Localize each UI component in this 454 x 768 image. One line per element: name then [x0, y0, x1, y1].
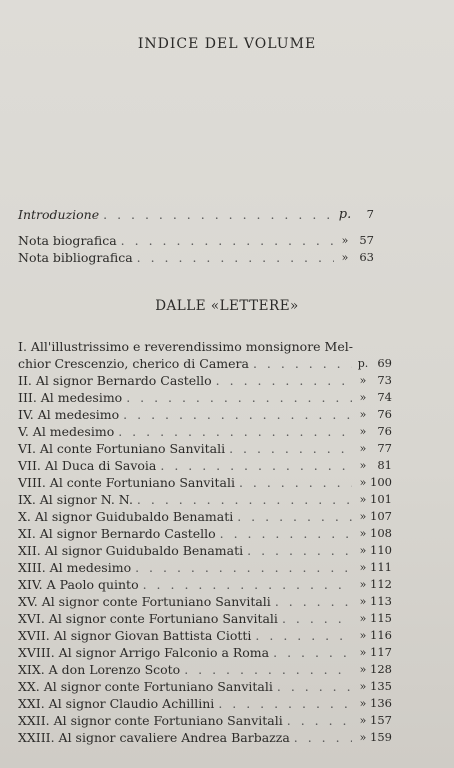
- page-marker: »: [359, 442, 367, 455]
- page-marker: »: [359, 680, 367, 693]
- toc-entry-introduzione: [18, 206, 374, 223]
- page-number: 63: [359, 250, 374, 264]
- leader-dots: [184, 661, 352, 678]
- toc-entry: [18, 678, 392, 695]
- page-number: 113: [370, 594, 392, 608]
- page-number: 108: [370, 526, 392, 540]
- toc-entry-label: VII. Al Duca di Savoia: [18, 458, 157, 473]
- page-number: 112: [370, 577, 392, 591]
- page-marker: »: [359, 510, 367, 523]
- toc-entry-label: XI. Al signor Bernardo Castello: [18, 526, 216, 541]
- leader-dots: [247, 542, 352, 559]
- page-marker: »: [359, 697, 367, 710]
- toc-entry-label: XVIII. Al signor Arrigo Falconio a Roma: [18, 645, 270, 660]
- page-marker: »: [359, 527, 367, 540]
- page-number: 7: [366, 207, 374, 221]
- page-marker: »: [359, 595, 367, 608]
- page-number: 111: [370, 560, 392, 574]
- leader-dots: [123, 406, 352, 423]
- toc-entry: [18, 542, 392, 559]
- toc-entry: [18, 457, 392, 474]
- front-matter-list: [18, 206, 374, 266]
- leader-dots: [253, 355, 352, 372]
- toc-entry-label: I. All'illustrissimo e reverendissimo monsignore Mel-: [18, 339, 353, 354]
- page-number: 159: [370, 730, 392, 744]
- toc-entry: [18, 508, 392, 525]
- page-number: 136: [370, 696, 392, 710]
- toc-entry: [18, 610, 392, 627]
- toc-entry: [18, 695, 392, 712]
- toc-entry: [18, 576, 392, 593]
- toc-entry: [18, 644, 392, 661]
- page-marker: »: [359, 561, 367, 574]
- toc-entry: [18, 712, 392, 729]
- leader-dots: [275, 593, 352, 610]
- leader-dots: [216, 372, 352, 389]
- toc-entry: [18, 355, 392, 372]
- page-marker: »: [359, 578, 367, 591]
- entries-container: [18, 372, 392, 746]
- leader-dots: [294, 729, 352, 746]
- page-marker: »: [359, 374, 367, 387]
- leader-dots: [137, 249, 334, 266]
- toc-entry-label: XIX. A don Lorenzo Scoto: [18, 662, 181, 677]
- page-number: 74: [377, 390, 392, 404]
- toc-entry-label: XIII. Al medesimo: [18, 560, 132, 575]
- leader-dots: [239, 474, 352, 491]
- toc-entry: [18, 423, 392, 440]
- page-marker: »: [359, 731, 367, 744]
- toc-entry: [18, 627, 392, 644]
- page-title: INDICE DEL VOLUME: [137, 36, 317, 52]
- toc-entry: [18, 389, 392, 406]
- page-number: 69: [377, 356, 392, 370]
- toc-entry-label: Introduzione: [18, 207, 100, 222]
- page-number: 128: [370, 662, 392, 676]
- toc-entry: [18, 593, 392, 610]
- page-number: 135: [370, 679, 392, 693]
- toc-entry-label: V. Al medesimo: [18, 424, 115, 439]
- toc-entry-label: Nota bibliografica: [18, 250, 133, 265]
- leader-dots: [282, 610, 352, 627]
- toc-entry-label: XX. Al signor conte Fortuniano Sanvitali: [18, 679, 273, 694]
- toc-entry-label: XII. Al signor Guidubaldo Benamati: [18, 543, 244, 558]
- toc-entry-label: IX. Al signor N. N.: [18, 492, 133, 507]
- page-marker: »: [359, 408, 367, 421]
- page-number: 73: [377, 373, 392, 387]
- leader-dots: [220, 525, 352, 542]
- page-number: 77: [377, 441, 392, 455]
- leader-dots: [229, 440, 352, 457]
- toc-entry: [18, 440, 392, 457]
- letters-list: [18, 338, 392, 746]
- leader-dots: [126, 389, 352, 406]
- leader-dots: [273, 644, 352, 661]
- leader-dots: [121, 232, 334, 249]
- page-marker: »: [359, 663, 367, 676]
- toc-entry-label: XVII. Al signor Giovan Battista Ciotti: [18, 628, 252, 643]
- toc-entry-nota-biografica: [18, 232, 374, 249]
- page-marker: »: [359, 544, 367, 557]
- page-number: 101: [370, 492, 392, 506]
- page-number: 116: [370, 628, 392, 642]
- page-marker: p.: [338, 207, 352, 222]
- toc-entry-label: XVI. Al signor conte Fortuniano Sanvitali: [18, 611, 278, 626]
- leader-dots: [118, 423, 352, 440]
- toc-entry-label: XXIII. Al signor cavaliere Andrea Barbazza: [18, 730, 290, 745]
- page-marker: p.: [357, 357, 369, 370]
- page-marker: »: [359, 714, 367, 727]
- leader-dots: [218, 695, 352, 712]
- toc-entry-label: VIII. Al conte Fortuniano Sanvitali: [18, 475, 235, 490]
- page-marker: »: [359, 646, 367, 659]
- section-title: DALLE «LETTERE»: [155, 298, 299, 314]
- toc-entry: [18, 661, 392, 678]
- page-marker: »: [359, 459, 367, 472]
- toc-entry: [18, 474, 392, 491]
- toc-entry: [18, 491, 392, 508]
- toc-entry: [18, 372, 392, 389]
- page-number: 76: [377, 424, 392, 438]
- toc-entry: [18, 525, 392, 542]
- toc-entry-label: XV. Al signor conte Fortuniano Sanvitali: [18, 594, 271, 609]
- toc-entry: [18, 729, 392, 746]
- toc-entry-label: chior Crescenzio, cherico di Camera: [18, 356, 249, 371]
- page-marker: »: [341, 251, 349, 264]
- toc-entry: [18, 406, 392, 423]
- toc-entry-label: III. Al medesimo: [18, 390, 123, 405]
- leader-dots: [135, 559, 352, 576]
- page-number: 81: [377, 458, 392, 472]
- page-marker: »: [359, 476, 367, 489]
- page-marker: »: [359, 425, 367, 438]
- toc-entry-label: IV. Al medesimo: [18, 407, 120, 422]
- toc-entry: [18, 559, 392, 576]
- leader-dots: [137, 491, 352, 508]
- toc-entry-label: XXII. Al signor conte Fortuniano Sanvitali: [18, 713, 283, 728]
- leader-dots: [160, 457, 352, 474]
- leader-dots: [287, 712, 352, 729]
- page-marker: »: [359, 493, 367, 506]
- page-number: 76: [377, 407, 392, 421]
- page-marker: »: [359, 612, 367, 625]
- page-marker: »: [359, 629, 367, 642]
- leader-dots: [103, 206, 334, 223]
- toc-entry-label: VI. Al conte Fortuniano Sanvitali: [18, 441, 226, 456]
- leader-dots: [237, 508, 352, 525]
- page-number: 57: [359, 233, 374, 247]
- page-number: 115: [370, 611, 392, 625]
- toc-entry-label: XIV. A Paolo quinto: [18, 577, 139, 592]
- toc-entry-nota-bibliografica: [18, 249, 374, 266]
- page-number: 157: [370, 713, 392, 727]
- page-marker: »: [341, 234, 349, 247]
- page-number: 110: [370, 543, 392, 557]
- page-number: 107: [370, 509, 392, 523]
- toc-entry-label: II. Al signor Bernardo Castello: [18, 373, 212, 388]
- page-marker: »: [359, 391, 367, 404]
- leader-dots: [255, 627, 352, 644]
- leader-dots: [277, 678, 352, 695]
- leader-dots: [143, 576, 352, 593]
- toc-entry-label: X. Al signor Guidubaldo Benamati: [18, 509, 234, 524]
- page-number: 100: [370, 475, 392, 489]
- toc-entry-label: Nota biografica: [18, 233, 117, 248]
- toc-entry-label: XXI. Al signor Claudio Achillini: [18, 696, 215, 711]
- page-number: 117: [370, 645, 392, 659]
